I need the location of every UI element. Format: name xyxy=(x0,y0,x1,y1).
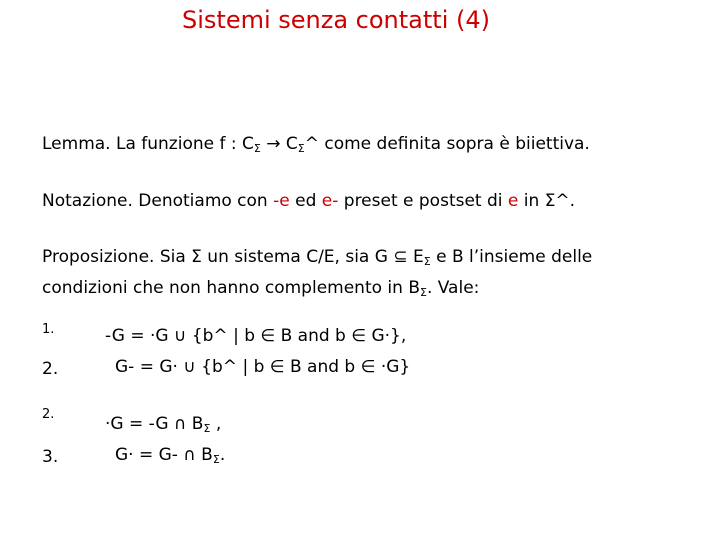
item-formula-4-a: G· = G- ∩ B xyxy=(115,445,213,465)
item-formula-2: G- = G· ∪ {b^ | b ∈ B and b ∈ ·G} xyxy=(115,357,411,377)
lemma-arrow: → C xyxy=(260,134,298,154)
lemma-sigma-2: Σ xyxy=(297,142,305,155)
item-formula-3-b: , xyxy=(210,414,222,434)
proposizione-paragraph xyxy=(42,244,592,306)
lemma-text-b: ^ come definita sopra è biiettiva. xyxy=(304,134,590,154)
item-formula-3 xyxy=(105,414,221,435)
event-symbol: e xyxy=(507,191,519,211)
lemma-sigma-1: Σ xyxy=(253,142,261,155)
proposizione-line-1 xyxy=(42,244,592,275)
postset-symbol: e- xyxy=(321,191,339,211)
notazione-text-b: ed xyxy=(289,191,322,211)
proposizione-line-2-sigma: Σ xyxy=(419,286,427,299)
proposizione-line-1-b: e B l’insieme delle xyxy=(430,247,593,267)
item-formula-4-sigma: Σ xyxy=(212,453,220,466)
slide-title: Sistemi senza contatti (4) xyxy=(182,6,490,34)
item-label-1: 1. xyxy=(42,322,55,337)
item-formula-3-sigma: Σ xyxy=(203,422,211,435)
proposizione-line-2 xyxy=(42,275,592,306)
item-formula-3-a: ·G = -G ∩ B xyxy=(105,414,204,434)
lemma-paragraph xyxy=(42,131,590,162)
proposizione-line-1-sigma: Σ xyxy=(423,255,431,268)
item-formula-1: -G = ·G ∪ {b^ | b ∈ B and b ∈ G·}, xyxy=(105,326,407,346)
notazione-text-d: in Σ^. xyxy=(518,191,576,211)
preset-symbol: -e xyxy=(273,191,290,211)
item-formula-4-b: . xyxy=(219,445,226,465)
item-label-2: 2. xyxy=(42,359,59,379)
item-label-4: 3. xyxy=(42,447,59,467)
notazione-text-c: preset e postset di xyxy=(338,191,508,211)
item-label-3: 2. xyxy=(42,407,55,422)
item-formula-4 xyxy=(115,445,225,466)
notazione-paragraph xyxy=(42,188,575,214)
notazione-text-a: Notazione. Denotiamo con xyxy=(42,191,274,211)
proposizione-line-1-a: Proposizione. Sia Σ un sistema C/E, sia G ⊆ E xyxy=(42,247,424,267)
lemma-text-a: Lemma. La funzione f : C xyxy=(42,134,254,154)
proposizione-line-2-b: . Vale: xyxy=(426,278,480,298)
proposizione-line-2-a: condizioni che non hanno complemento in B xyxy=(42,278,420,298)
